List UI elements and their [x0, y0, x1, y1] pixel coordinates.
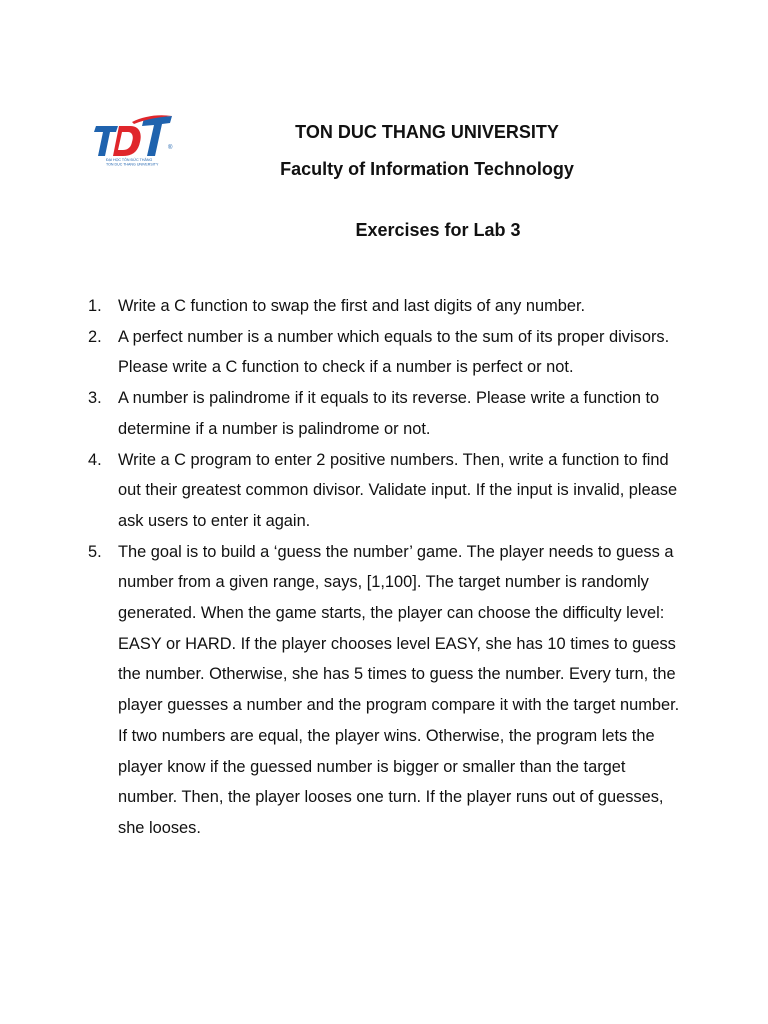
exercise-list: [86, 291, 686, 844]
exercise-number: 5.: [88, 542, 102, 561]
exercise-text: Write a C program to enter 2 positive numbers. Then, write a function to find out their greatest common divisor. Validate input. If the input is invalid, please ask users to enter it again.: [118, 450, 678, 530]
exercise-text: Write a C function to swap the first and last digits of any number.: [118, 297, 586, 315]
exercise-item: [86, 445, 686, 537]
exercise-item: [86, 537, 686, 844]
exercise-number: 1.: [88, 297, 102, 315]
exercise-item: [86, 291, 686, 322]
registered-mark: ®: [168, 145, 173, 151]
exercise-text: The goal is to build a ‘guess the number’ game. The player needs to guess a number from a given range, says, [1,100]. The target number is randomly generated. When the game starts, the player can choose the difficulty level: EASY or HARD. If the player chooses level EASY, she has 10 times to guess the number. Otherwise, she has 5 times to guess the number. Every turn, the player guesses a number and the program compare it with the target number. If two numbers are equal, the player wins. Otherwise, the program lets the player know if the guessed number is bigger or smaller than the target number. Then, the player looses one turn. If the player runs out of guesses, she looses.: [118, 542, 680, 837]
university-name: TON DUC THANG UNIVERSITY: [295, 122, 559, 142]
logo-subtitle-en: TON DUC THANG UNIVERSITY: [106, 162, 159, 167]
faculty-name: Faculty of Information Technology: [280, 159, 574, 179]
exercise-item: [86, 322, 686, 383]
logo-subtitle-vn: ĐẠI HỌC TÔN ĐỨC THẮNG: [106, 158, 153, 162]
exercise-text: A perfect number is a number which equals to the sum of its proper divisors. Please write a C function to check if a number is perfect or not.: [118, 327, 670, 377]
exercise-item: [86, 383, 686, 444]
exercise-number: 3.: [88, 389, 102, 408]
exercise-text: A number is palindrome if it equals to its reverse. Please write a function to determine if a number is palindrome or not.: [118, 389, 660, 438]
exercise-number: 2.: [88, 327, 102, 346]
exercise-number: 4.: [88, 450, 102, 469]
tdt-university-logo: [92, 112, 176, 168]
document-title: Exercises for Lab 3: [355, 220, 521, 240]
tdt-logo-graphic: [92, 112, 176, 168]
